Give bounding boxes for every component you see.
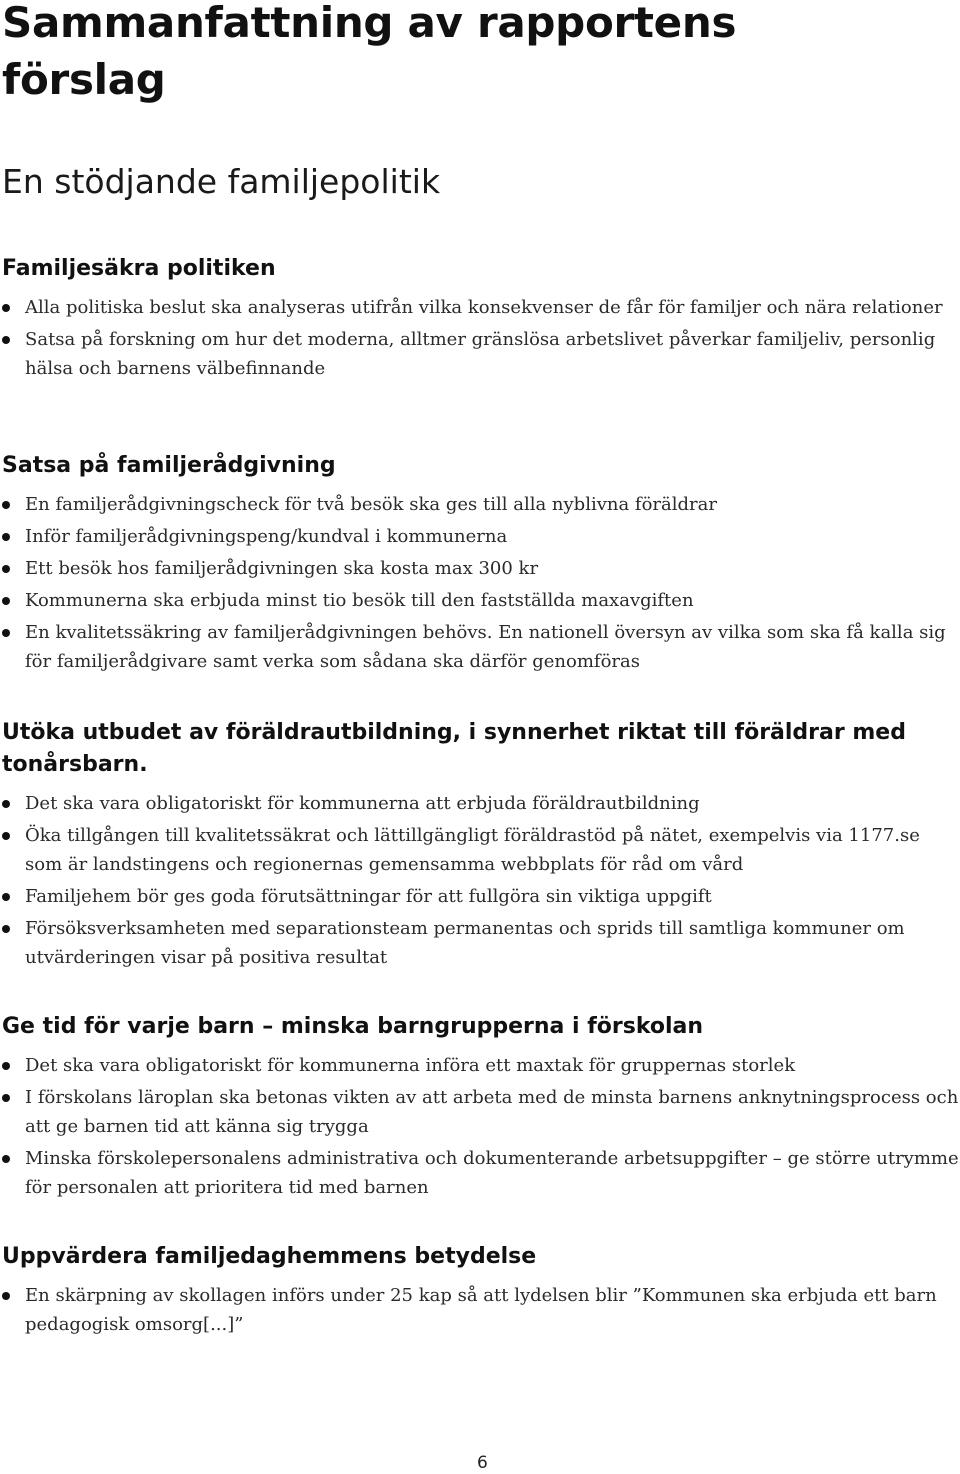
list-item: I förskolans läroplan ska betonas vikten av att arbeta med de minsta barnens anknytningsprocess och att ge barnen tid att känna sig trygga [0,1083,960,1141]
bullet-list [0,1051,960,1202]
list-item: Det ska vara obligatoriskt för kommunerna införa ett maxtak för gruppernas storlek [0,1051,960,1080]
page-number: 6 [477,1453,488,1473]
page-subtitle: En stödjande familjepolitik [2,162,441,201]
section-familjesakra-politiken [0,253,960,386]
section-heading: Uppvärdera familjedaghemmens betydelse [2,1244,537,1269]
list-item: Försöksverksamheten med separationsteam permanentas och sprids till samtliga kommuner om utvärderingen visar på positiva resultat [0,914,960,972]
list-item: Öka tillgången till kvalitetssäkrat och lättillgängligt föräldrastöd på nätet, exempelvis via 1177.se som är landstingens och regionernas gemensamma webbplats för råd om vård [0,821,960,879]
list-item: Alla politiska beslut ska analyseras utifrån vilka konsekvenser de får för familjer och nära relationer [0,293,960,322]
bullet-list [0,293,960,383]
section-tid-for-varje-barn [0,1011,960,1205]
section-foraldrautbildning [0,717,960,975]
list-item: Det ska vara obligatoriskt för kommunerna att erbjuda föräldrautbildning [0,789,960,818]
page-title: Sammanfattning av rapportens förslag [2,0,737,104]
list-item: En familjerådgivningscheck för två besök ska ges till alla nyblivna föräldrar [0,490,960,519]
section-heading: Utöka utbudet av föräldrautbildning, i synnerhet riktat till föräldrar med tonårsbarn. [2,720,906,777]
bullet-list [0,490,960,676]
section-heading: Familjesäkra politiken [2,256,276,281]
bullet-list [0,1281,960,1339]
list-item: Ett besök hos familjerådgivningen ska kosta max 300 kr [0,554,960,583]
section-heading: Ge tid för varje barn – minska barngrupperna i förskolan [2,1014,704,1039]
list-item: Familjehem bör ges goda förutsättningar för att fullgöra sin viktiga uppgift [0,882,960,911]
bullet-list [0,789,960,972]
list-item: Satsa på forskning om hur det moderna, alltmer gränslösa arbetslivet påverkar familjeliv, personlig hälsa och barnens välbefinnande [0,325,960,383]
list-item: En skärpning av skollagen införs under 25 kap så att lydelsen blir ”Kommunen ska erbjuda ett barn pedagogisk omsorg[...]” [0,1281,960,1339]
list-item: En kvalitetssäkring av familjerådgivningen behövs. En nationell översyn av vilka som ska få kalla sig för familjerådgivare samt verka som sådana ska därför genomföras [0,618,960,676]
section-familjedaghem [0,1241,960,1342]
list-item: Kommunerna ska erbjuda minst tio besök till den fastställda maxavgiften [0,586,960,615]
list-item: Inför familjerådgivningspeng/kundval i kommunerna [0,522,960,551]
section-familjeradgivning [0,450,960,679]
list-item: Minska förskolepersonalens administrativa och dokumenterande arbetsuppgifter – ge större utrymme för personalen att prioritera tid med barnen [0,1144,960,1202]
section-heading: Satsa på familjerådgivning [2,453,336,478]
